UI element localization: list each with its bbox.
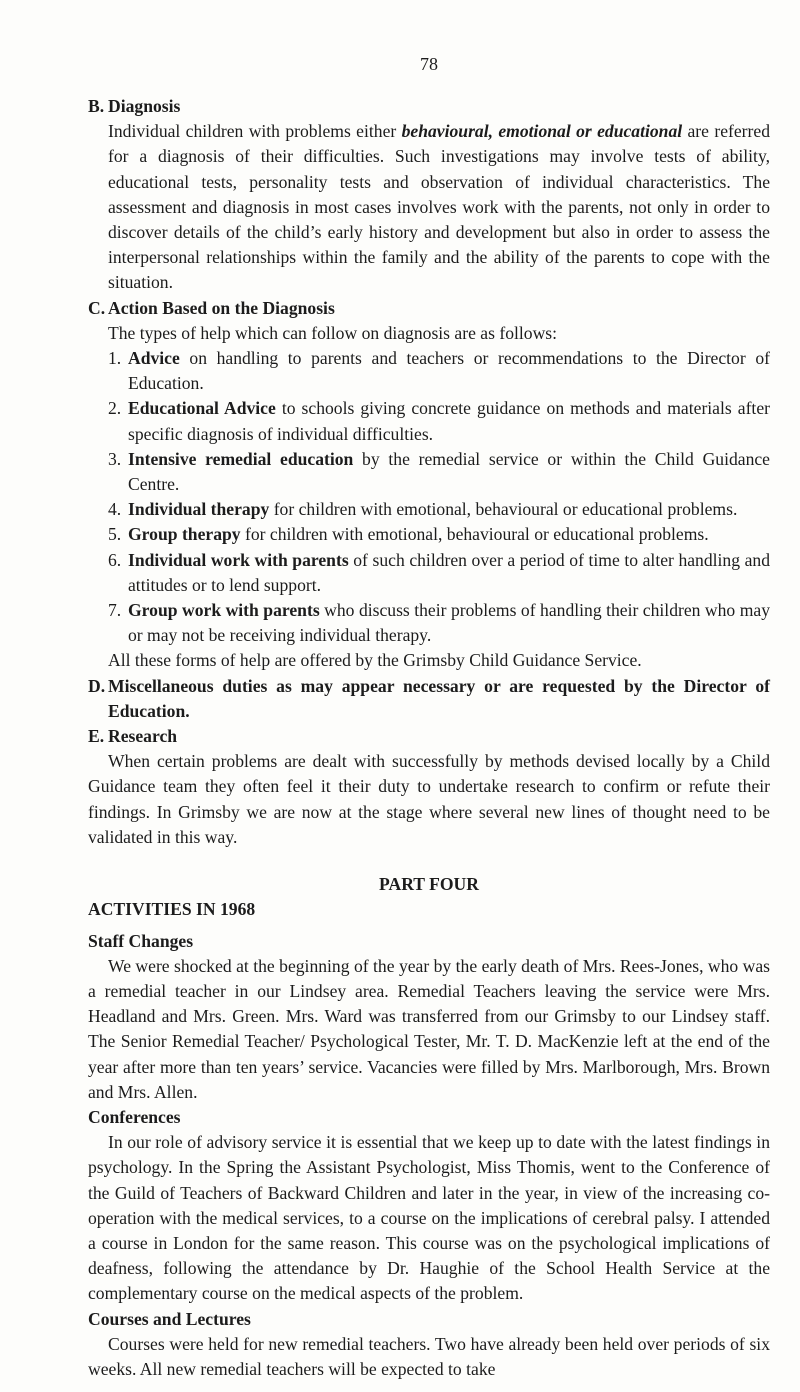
section-key: B. [88, 96, 105, 116]
section-d-heading [88, 674, 770, 724]
list-item: 3. Intensive remedial education by the remedial service or within the Child Guidance Centre. [108, 448, 770, 495]
section-title: Diagnosis [108, 96, 181, 116]
staff-changes-body: We were shocked at the beginning of the year by the early death of Mrs. Rees-Jones, who was a remedial teacher in our Lindsey area. Remedial Teachers leaving the service were Mrs. Headland and Mrs. Green. Mrs. Ward was transferred from our Grimsby to our Lindsey staff. The Senior Remedial Teacher/ Psychological Tester, Mr. T. D. MacKenzie left at the end of the year after more than ten years’ service. Vacancies were filled by Mrs. Marlborough, Mrs. Brown and Mrs. Allen. [88, 955, 770, 1102]
courses-heading: Courses and Lectures [88, 1308, 251, 1329]
conferences-heading: Conferences [88, 1106, 181, 1127]
section-key: E. [88, 726, 105, 747]
section-c-closing: All these forms of help are offered by the Grimsby Child Guidance Service. [108, 650, 642, 671]
section-title: Miscellaneous duties as may appear necessary or are requested by the Director of Education. [108, 675, 770, 721]
section-key: D. [88, 675, 106, 696]
section-b-body: Individual children with problems either behavioural, emotional or educational are referred for a diagnosis of their difficulties. Such investigations may involve tests of ability, educational tests, personality tests and observation of individual characteristics. The assessment and diagnosis in most cases involves work with the parents, not only in order to discover details of the child’s early history and development but also in order to assess the interpersonal relationships within the family and the ability of the parents to cope with the situation. [108, 121, 770, 293]
activities-heading: ACTIVITIES IN 1968 [88, 899, 256, 920]
courses-body: Courses were held for new remedial teachers. Two have already been held over periods of six weeks. All new remedial teachers will be expected to take [88, 1333, 770, 1379]
list-item: 6. Individual work with parents of such children over a period of time to alter handling and attitudes or to lend support. [108, 549, 770, 595]
list-item: 7. Group work with parents who discuss their problems of handling their children who may or may not be receiving individual therapy. [108, 600, 770, 646]
conferences-body: In our role of advisory service it is essential that we keep up to date with the latest findings in psychology. In the Spring the Assistant Psychologist, Miss Thomis, went to the Conference of the Guild of Teachers of Backward Children and later in the year, in view of the increasing co-operation with the medical services, to a course on the implications of cerebral palsy. I attended a course in London for the same reason. This course was on the psychological implications of deafness, following the attendance by Dr. Haughie of the School Health Service at the complementary course on the medical aspects of the problem. [88, 1132, 770, 1304]
section-key: C. [88, 297, 106, 318]
section-title: Research [108, 726, 178, 747]
document-page [88, 52, 770, 1382]
section-title: Action Based on the Diagnosis [108, 297, 335, 318]
section-e-body: When certain problems are dealt with successfully by methods devised locally by a Child Guidance team they often feel it their duty to undertake research to confirm or refute their findings. In Grimsby we are now at the stage where several new lines of thought need to be validated in this way. [88, 751, 770, 847]
list-item: 4. Individual therapy for children with emotional, behavioural or educational problems. [108, 499, 738, 520]
list-item: 1. Advice on handling to parents and teachers or recommendations to the Director of Education. [108, 348, 770, 394]
list-item: 5. Group therapy for children with emotional, behavioural or educational problems. [108, 524, 709, 545]
section-c-intro: The types of help which can follow on diagnosis are as follows: [108, 322, 558, 343]
section-c-heading [88, 296, 770, 321]
list-item: 2. Educational Advice to schools giving concrete guidance on methods and materials after specific diagnosis of individual difficulties. [108, 398, 770, 444]
section-e-heading [88, 724, 770, 749]
section-b-heading [88, 94, 770, 119]
staff-changes-heading: Staff Changes [88, 930, 194, 951]
page-number: 78 [420, 54, 438, 74]
emphasis-text: behavioural, emotional or educational [401, 121, 683, 142]
part-heading: PART FOUR [379, 874, 479, 895]
